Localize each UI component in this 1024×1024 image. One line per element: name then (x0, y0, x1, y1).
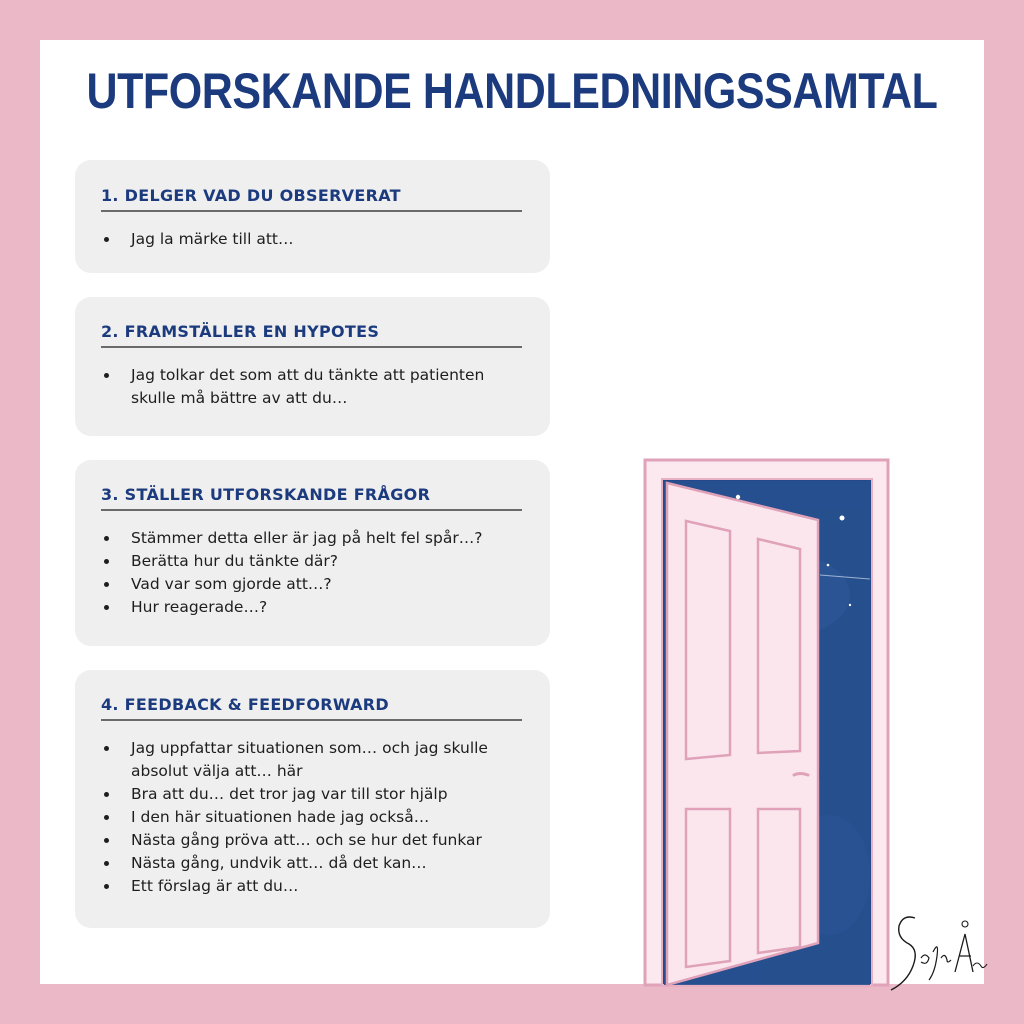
section-heading-4: 4. FEEDBACK & FEEDFORWARD (101, 695, 522, 721)
list-item: Ett förslag är att du… (131, 875, 522, 898)
section-heading-1: 1. DELGER VAD DU OBSERVERAT (101, 186, 522, 212)
section-heading-2: 2. FRAMSTÄLLER EN HYPOTES (101, 322, 522, 348)
artist-signature (885, 910, 990, 1000)
door-leaf (667, 483, 818, 985)
section-card-2 (75, 297, 550, 436)
list-item: Nästa gång, undvik att… då det kan… (131, 852, 522, 875)
door-handle-icon (794, 774, 808, 776)
section-card-4 (75, 670, 550, 928)
list-item: Jag tolkar det som att du tänkte att patienten skulle må bättre av att du… (131, 364, 522, 410)
open-door-illustration (640, 455, 892, 990)
section-heading-3: 3. STÄLLER UTFORSKANDE FRÅGOR (101, 485, 522, 511)
section-list-2 (101, 364, 522, 410)
page-title: UTFORSKANDE HANDLEDNINGSSAMTAL (86, 63, 938, 119)
list-item: Jag uppfattar situationen som… och jag skulle absolut välja att… här (131, 737, 522, 783)
section-list-1 (101, 228, 522, 251)
list-item: Hur reagerade…? (131, 596, 522, 619)
list-item: Nästa gång pröva att… och se hur det funkar (131, 829, 522, 852)
list-item: Bra att du… det tror jag var till stor hjälp (131, 783, 522, 806)
section-card-3 (75, 460, 550, 646)
list-item: Stämmer detta eller är jag på helt fel spår…? (131, 527, 522, 550)
list-item: I den här situationen hade jag också… (131, 806, 522, 829)
section-card-1 (75, 160, 550, 273)
list-item: Berätta hur du tänkte där? (131, 550, 522, 573)
list-item: Jag la märke till att… (131, 228, 522, 251)
section-list-3 (101, 527, 522, 619)
section-list-4 (101, 737, 522, 898)
list-item: Vad var som gjorde att…? (131, 573, 522, 596)
